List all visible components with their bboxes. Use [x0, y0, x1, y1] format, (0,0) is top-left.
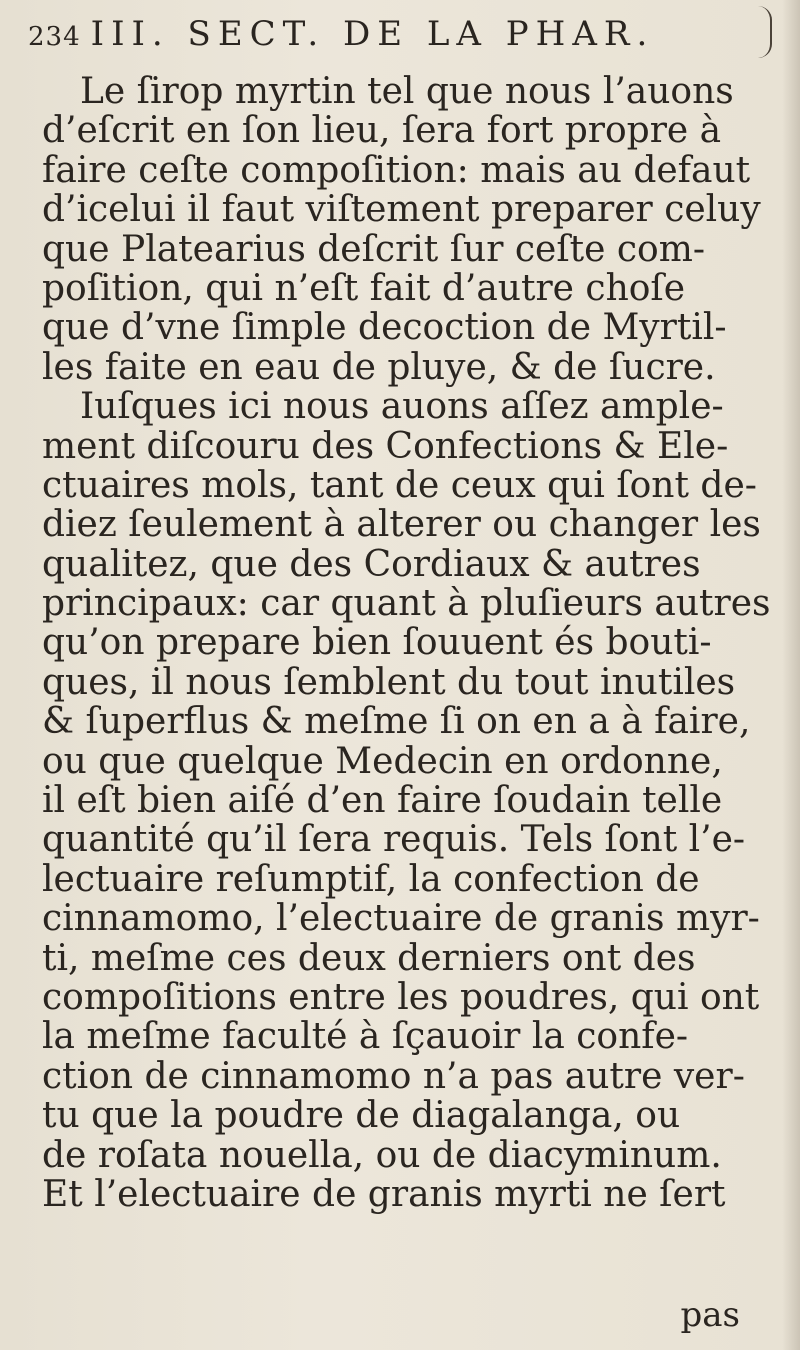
text-line: qu’on prepare bien ſouuent és bouti- [42, 622, 712, 664]
text-line: Le ſirop myrtin tel que nous l’auons [80, 71, 734, 112]
text-line: ment diſcouru des Confections & Ele- [42, 425, 729, 467]
text-line: principaux: car quant à pluſieurs autres [42, 583, 771, 625]
text-line: d’icelui il faut viſtement preparer celuy [42, 189, 761, 231]
running-title: III. SECT. DE LA PHAR. [90, 14, 655, 54]
text-line: de roſata nouella, ou de diacyminum. [42, 1134, 722, 1176]
text-line: lectuaire reſumptif, la confection de [42, 858, 700, 900]
text-line: il eſt bien aiſé d’en faire ſoudain telle [42, 780, 723, 822]
text-line: ou que quelque Medecin en ordonne, [42, 740, 723, 782]
text-line: la meſme faculté à ſçauoir la confe- [42, 1016, 689, 1058]
text-line: Iuſques ici nous auons aſſez ample- [80, 386, 724, 428]
text-line: ti, meſme ces deux derniers ont des [42, 937, 696, 979]
text-line: ctuaires mols, tant de ceux qui ſont de- [42, 464, 757, 506]
text-line: compoſitions entre les poudres, qui ont [42, 976, 760, 1018]
catchword: pas [680, 1295, 740, 1335]
text-line: que d’vne ſimple decoction de Myrtil- [42, 307, 727, 349]
text-line: ques, il nous ſemblent du tout inutiles [42, 661, 736, 703]
text-line: qualitez, que des Cordiaux & autres [42, 543, 701, 585]
text-line: faire ceſte compoſition: mais au defaut [42, 149, 751, 191]
body-text [42, 72, 772, 1214]
text-line: cinnamomo, l’electuaire de granis myr- [42, 898, 760, 940]
text-line: diez ſeulement à alterer ou changer les [42, 504, 761, 546]
text-line: les faite en eau de pluye, & de ſucre. [42, 346, 716, 388]
text-line: & ſuperflus & meſme ſi on en a à faire, [42, 701, 751, 743]
text-line: quantité qu’il ſera requis. Tels ſont l’e- [42, 819, 746, 861]
text-line: poſition, qui n’eſt fait d’autre choſe [42, 267, 686, 309]
running-head [28, 14, 768, 54]
text-line: que Platearius deſcrit ſur ceſte com- [42, 228, 706, 270]
text-line: ction de cinnamomo n’a pas autre ver- [42, 1055, 745, 1097]
text-line: d’eſcrit en ſon lieu, ſera fort propre à [42, 110, 722, 152]
page-number: 234 [28, 22, 81, 52]
text-line: tu que la poudre de diagalanga, ou [42, 1095, 681, 1137]
text-line: Et l’electuaire de granis myrti ne ſert [42, 1173, 726, 1215]
